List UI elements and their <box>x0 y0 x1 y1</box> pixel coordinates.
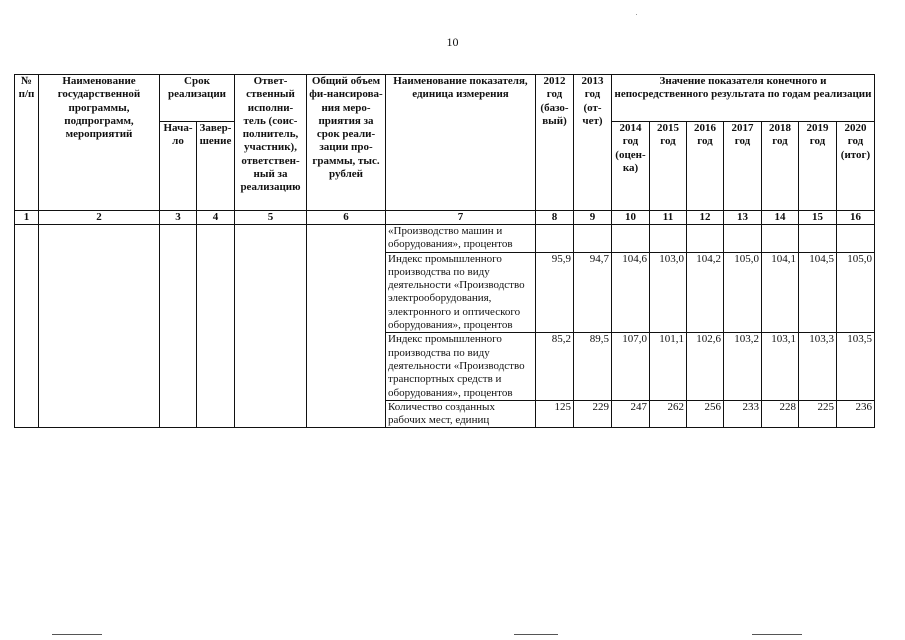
indicator-value: 105,0 <box>837 252 875 333</box>
indicator-value <box>687 225 724 253</box>
indicator-value: 233 <box>724 400 762 428</box>
header-term-end: Завер-шение <box>197 122 235 211</box>
header-funding-volume: Общий объем фи-нансирова-ния меро-приятия за срок реали-зации про-граммы, тыс. рублей <box>307 75 386 211</box>
cell-responsible-empty <box>235 225 307 428</box>
column-number: 1 <box>15 211 39 225</box>
bottom-edge-mark <box>514 634 558 635</box>
indicator-value: 262 <box>650 400 687 428</box>
indicator-value: 95,9 <box>536 252 574 333</box>
column-number: 10 <box>612 211 650 225</box>
indicator-value: 225 <box>799 400 837 428</box>
cell-volume-empty <box>307 225 386 428</box>
header-term: Срок реализации <box>160 75 235 122</box>
indicator-value <box>612 225 650 253</box>
indicator-value: 103,1 <box>762 333 799 400</box>
column-number: 9 <box>574 211 612 225</box>
indicator-value: 103,3 <box>799 333 837 400</box>
header-year-2020: 2020 год (итог) <box>837 122 875 211</box>
indicator-value: 101,1 <box>650 333 687 400</box>
indicator-value <box>536 225 574 253</box>
header-year-2019: 2019 год <box>799 122 837 211</box>
column-number: 15 <box>799 211 837 225</box>
column-number: 2 <box>39 211 160 225</box>
indicator-value: 103,0 <box>650 252 687 333</box>
indicator-value: 105,0 <box>724 252 762 333</box>
column-number: 7 <box>386 211 536 225</box>
column-number: 14 <box>762 211 799 225</box>
header-values-by-year: Значение показателя конечного и непосредственного результата по годам реализации <box>612 75 875 122</box>
indicator-value: 256 <box>687 400 724 428</box>
indicator-value: 104,6 <box>612 252 650 333</box>
header-year-2012: 2012 год (базо-вый) <box>536 75 574 211</box>
indicator-value: 125 <box>536 400 574 428</box>
indicator-value <box>762 225 799 253</box>
indicator-value <box>574 225 612 253</box>
indicator-name: Количество созданных рабочих мест, единиц <box>386 400 536 428</box>
header-year-2013: 2013 год (от-чет) <box>574 75 612 211</box>
cell-start-empty <box>160 225 197 428</box>
indicator-value: 104,2 <box>687 252 724 333</box>
header-year-2016: 2016 год <box>687 122 724 211</box>
page-number: 10 <box>446 35 459 49</box>
header-year-2014: 2014 год (оцен-ка) <box>612 122 650 211</box>
bottom-edge-mark <box>52 634 102 635</box>
indicator-value: 102,6 <box>687 333 724 400</box>
column-number: 11 <box>650 211 687 225</box>
indicator-value: 89,5 <box>574 333 612 400</box>
indicator-value: 247 <box>612 400 650 428</box>
indicators-table <box>14 74 875 428</box>
indicator-value <box>837 225 875 253</box>
indicator-value: 94,7 <box>574 252 612 333</box>
indicator-value: 236 <box>837 400 875 428</box>
header-year-2015: 2015 год <box>650 122 687 211</box>
cell-program-empty <box>39 225 160 428</box>
indicator-value: 85,2 <box>536 333 574 400</box>
header-num: № п/п <box>15 75 39 211</box>
column-numbers-row <box>15 211 875 225</box>
indicator-name: Индекс промышленного производства по виду деятельности «Производство электрооборудования, электронного и оптического оборудования», процентов <box>386 252 536 333</box>
indicator-value: 229 <box>574 400 612 428</box>
indicator-value <box>799 225 837 253</box>
column-number: 12 <box>687 211 724 225</box>
column-number: 8 <box>536 211 574 225</box>
bottom-edge-mark <box>752 634 802 635</box>
indicator-name: «Производство машин и оборудования», процентов <box>386 225 536 253</box>
indicator-value: 103,5 <box>837 333 875 400</box>
cell-num-empty <box>15 225 39 428</box>
indicator-value: 107,0 <box>612 333 650 400</box>
header-year-2017: 2017 год <box>724 122 762 211</box>
column-number: 16 <box>837 211 875 225</box>
cell-end-empty <box>197 225 235 428</box>
header-year-2018: 2018 год <box>762 122 799 211</box>
column-number: 13 <box>724 211 762 225</box>
header-responsible: Ответ-ственный исполни-тель (соис-полнитель, участник), ответствен-ный за реализацию <box>235 75 307 211</box>
column-number: 4 <box>197 211 235 225</box>
column-number: 5 <box>235 211 307 225</box>
indicator-value <box>650 225 687 253</box>
indicator-value: 104,5 <box>799 252 837 333</box>
column-number: 6 <box>307 211 386 225</box>
indicator-name: Индекс промышленного производства по виду деятельности «Производство транспортных средств и оборудования», процентов <box>386 333 536 400</box>
scan-speck <box>636 14 637 15</box>
table-row <box>15 225 875 253</box>
indicator-value: 228 <box>762 400 799 428</box>
header-indicator-name: Наименование показателя, единица измерения <box>386 75 536 211</box>
indicator-value: 104,1 <box>762 252 799 333</box>
header-program-name: Наименование государственной программы, подпрограмм, мероприятий <box>39 75 160 211</box>
indicator-value <box>724 225 762 253</box>
indicator-value: 103,2 <box>724 333 762 400</box>
header-term-start: Нача-ло <box>160 122 197 211</box>
column-number: 3 <box>160 211 197 225</box>
